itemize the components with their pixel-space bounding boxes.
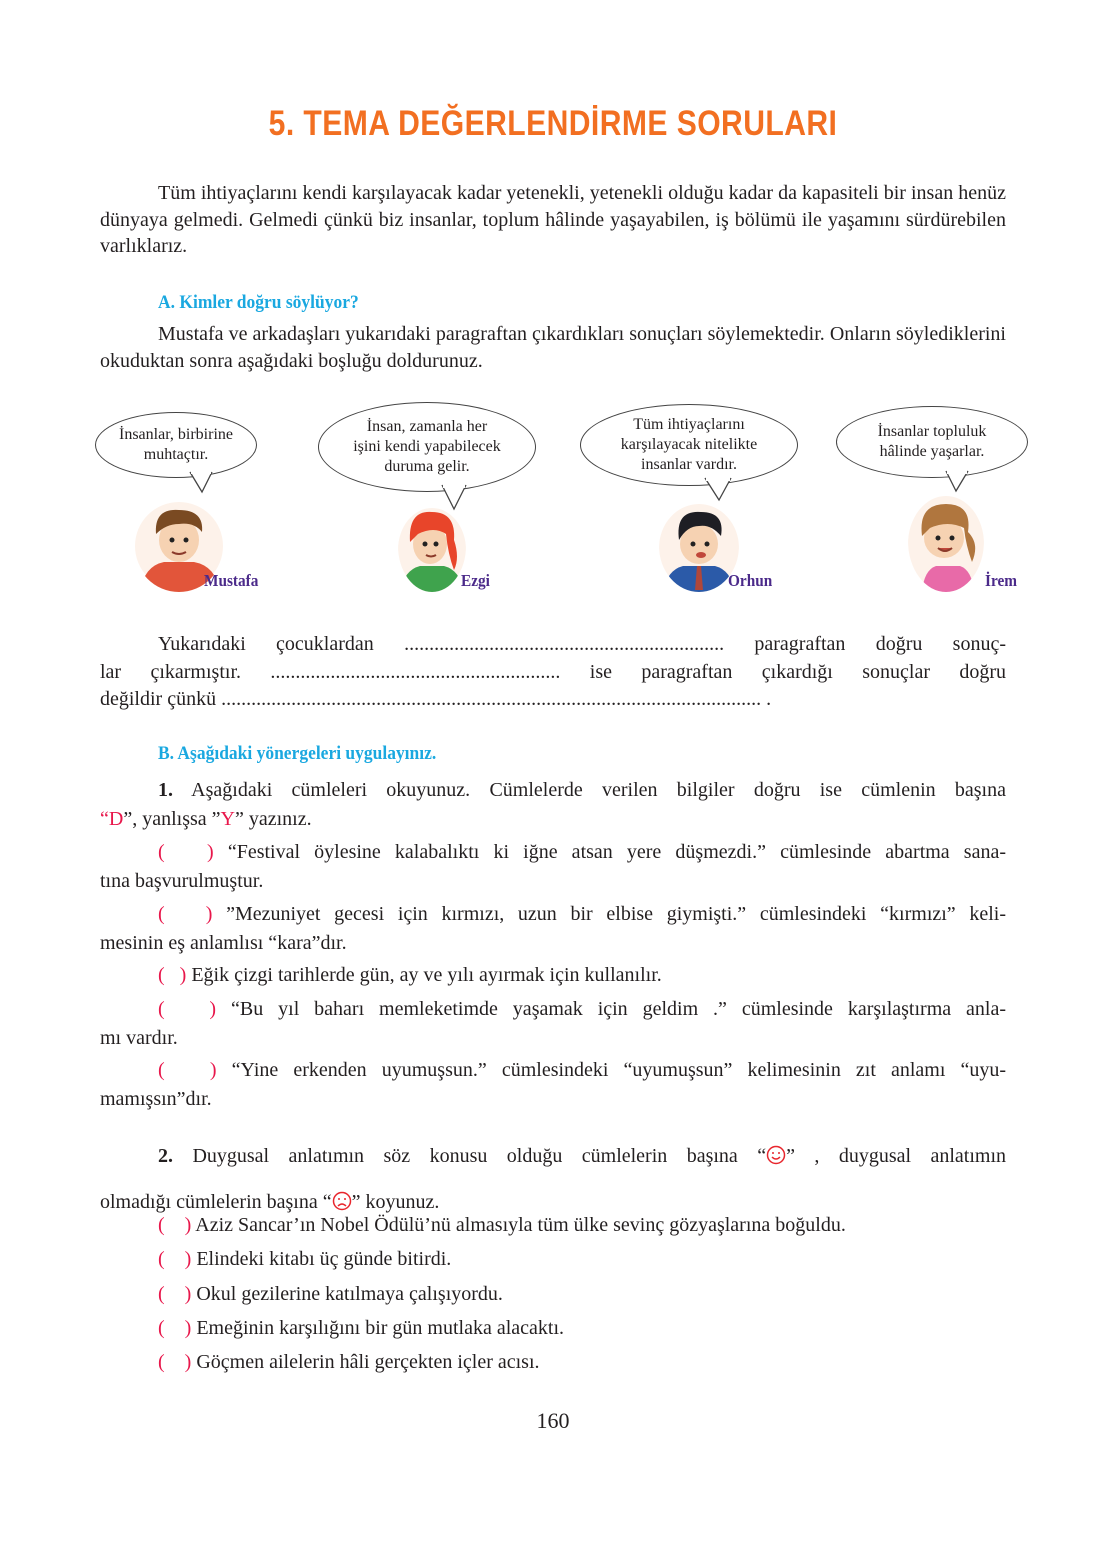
character-orhun: [659, 500, 739, 592]
q2-item: ( ) Göçmen ailelerin hâli gerçekten içler acısı.: [158, 1351, 540, 1374]
answer-box[interactable]: ( ): [158, 903, 213, 925]
true-letter: D: [108, 808, 124, 830]
q2-item: ( ) Okul gezilerine katılmaya çalışıyordu.: [158, 1282, 503, 1305]
answer-box[interactable]: ( ): [158, 998, 217, 1020]
question-2-instruction: 2. Duygusal anlatımın söz konusu olduğu cümlelerin başına “ ” , duygusal anlatımın olmadığı cümlelerin başına “ ” koyunuz.: [100, 1145, 1007, 1213]
smiley-face-icon: [766, 1145, 786, 1165]
answer-box[interactable]: ( ): [158, 1316, 192, 1339]
character-name-mustafa: Mustafa: [204, 571, 259, 590]
q1-item: ( ) “Bu yıl baharı memleketimde yaşamak için geldim .” cümlesinde karşılaştırma anla- mı vardır.: [100, 998, 1007, 1049]
speech-bubble-irem: İnsanlar topluluk hâlinde yaşarlar.: [836, 406, 1028, 478]
speech-bubble-tail: [188, 470, 218, 496]
answer-box[interactable]: ( ): [158, 1282, 192, 1305]
answer-box[interactable]: ( ): [158, 964, 187, 986]
answer-box[interactable]: ( ): [158, 1248, 192, 1271]
false-letter: Y: [220, 808, 235, 830]
q2-item: ( ) Aziz Sancar’ın Nobel Ödülü’nü almasıyla tüm ülke sevinç gözyaşlarına boğuldu.: [158, 1214, 846, 1236]
character-ezgi: [398, 500, 466, 592]
boy-illustration-icon: [659, 500, 739, 592]
fill-blank-paragraph: Yukarıdaki çocuklardan ................................................................ paragraftan doğru sonuç- lar çıkarmıştır. .......................................................... ise paragraftan çıkardığı sonuçlar doğru değildir çünkü ............................................................................................................ .: [100, 633, 1007, 710]
q2-item: ( ) Emeğinin karşılığını bir gün mutlaka alacaktı.: [158, 1316, 565, 1339]
character-irem: [908, 490, 984, 592]
q1-item: ( ) ”Mezuniyet gecesi için kırmızı, uzun bir elbise giymişti.” cümlesindeki “kırmızı” keli- mesinin eş anlamlısı “kara”dır.: [100, 903, 1007, 954]
answer-box[interactable]: ( ): [158, 1351, 192, 1374]
character-name-irem: İrem: [985, 571, 1018, 590]
answer-blank[interactable]: ..........................................................: [270, 660, 561, 683]
intro-paragraph: Tüm ihtiyaçlarını kendi karşılayacak kadar yetenekli, yetenekli olduğu kadar da kapasiteli bir insan henüz dünyaya gelmedi. Gelmedi çünkü biz insanlar, toplum hâlinde yaşayabilen, iş bölümü ile yaşamını sürdürebilen varlıklarız.: [100, 182, 1006, 257]
q1-item: ( ) “Yine erkenden uyumuşsun.” cümlesindeki “uyumuşsun” kelimesinin zıt anlamı “uyu- mamışsın”dır.: [100, 1059, 1007, 1110]
girl-illustration-icon: [908, 490, 984, 592]
answer-box[interactable]: ( ): [158, 841, 214, 863]
page-title: 5. TEMA DEĞERLENDİRME SORULARI: [268, 104, 838, 143]
character-name-ezgi: Ezgi: [461, 571, 490, 590]
section-b-heading: B. Aşağıdaki yönergeleri uygulayınız.: [158, 743, 437, 764]
speech-bubble-tail: [703, 476, 735, 504]
question-1-instruction: 1. Aşağıdaki cümleleri okuyunuz. Cümlelerde verilen bilgiler doğru ise cümlenin başına “D”, yanlışsa ”Y” yazınız.: [100, 779, 1006, 830]
answer-blank[interactable]: ................................................................: [404, 633, 725, 655]
section-a-instruction: Mustafa ve arkadaşları yukarıdaki paragraftan çıkardıkları sonuçları söylemektedir. Onların söylediklerini okuduktan sonra aşağıdaki boşluğu doldurunuz.: [100, 323, 1006, 372]
speech-bubble-ezgi: İnsan, zamanla her işini kendi yapabilecek duruma gelir.: [318, 402, 536, 492]
answer-blank[interactable]: ............................................................................................................: [221, 688, 762, 710]
q1-item: ( ) “Festival öylesine kalabalıktı ki iğne atsan yere düşmezdi.” cümlesinde abartma sana- tına başvurulmuştur.: [100, 841, 1007, 892]
character-name-orhun: Orhun: [728, 571, 773, 590]
speech-bubble-orhun: Tüm ihtiyaçlarını karşılayacak nitelikte insanlar vardır.: [580, 404, 798, 486]
q2-item: ( ) Elindeki kitabı üç günde bitirdi.: [158, 1248, 452, 1271]
page-number: 160: [536, 1408, 570, 1433]
speech-bubble-mustafa: İnsanlar, birbirine muhtaçtır.: [95, 412, 257, 478]
q2-list: [158, 1208, 846, 1379]
answer-box[interactable]: ( ): [158, 1214, 192, 1236]
section-a-heading: A. Kimler doğru söylüyor?: [158, 292, 359, 313]
answer-box[interactable]: ( ): [158, 1059, 217, 1081]
q1-item: ( ) Eğik çizgi tarihlerde gün, ay ve yılı ayırmak için kullanılır.: [158, 964, 662, 986]
girl-illustration-icon: [398, 500, 466, 592]
